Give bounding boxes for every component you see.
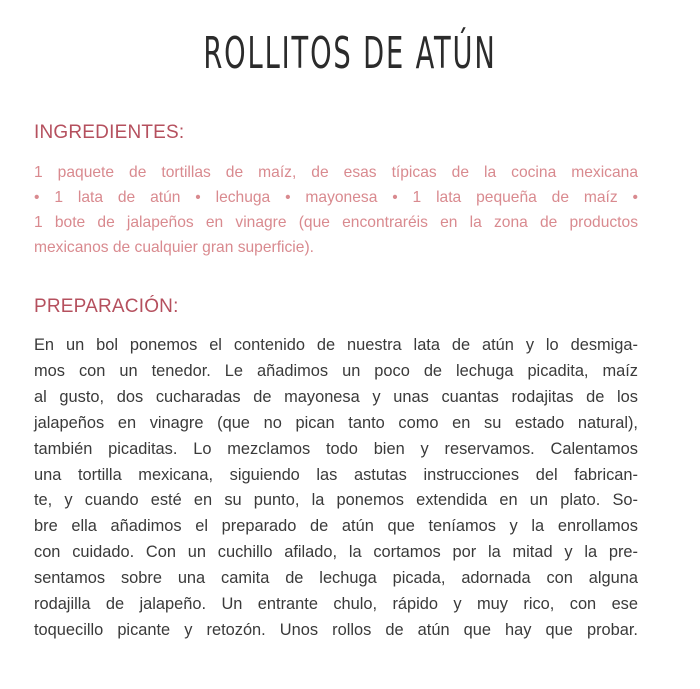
ingredients-heading: INGREDIENTES: <box>34 122 185 143</box>
preparation-line: al gusto, dos cucharadas de mayonesa y unas cuantas rodajitas de los <box>34 387 638 406</box>
preparation-line: una tortilla mexicana, siguiendo las astutas instrucciones del fabrican- <box>34 465 638 484</box>
preparation-line: rodajilla de jalapeño. Un entrante chulo, rápido y muy rico, con ese <box>34 595 638 614</box>
preparation-line: mos con un tenedor. Le añadimos un poco de lechuga picadita, maíz <box>34 361 638 380</box>
preparation-line: te, y cuando esté en su punto, la ponemos extendida en un plato. So- <box>34 491 638 510</box>
ingredients-text <box>34 160 638 260</box>
ingredients-line: 1 bote de jalapeños en vinagre (que encontraréis en la zona de productos <box>34 214 638 231</box>
preparation-line: también picaditas. Lo mezclamos todo bien y reservamos. Calentamos <box>34 439 638 458</box>
preparation-text <box>34 333 638 644</box>
recipe-title: ROLLITOS DE ATÚN <box>203 28 497 79</box>
preparation-line: con cuidado. Con un cuchillo afilado, la cortamos por la mitad y la pre- <box>34 543 638 562</box>
ingredients-line: mexicanos de cualquier gran superficie). <box>34 239 314 256</box>
preparation-line: En un bol ponemos el contenido de nuestra lata de atún y lo desmiga- <box>34 336 638 354</box>
preparation-line: bre ella añadimos el preparado de atún que teníamos y la enrollamos <box>34 517 638 536</box>
preparation-line: sentamos sobre una camita de lechuga picada, adornada con alguna <box>34 569 638 588</box>
preparation-line: jalapeños en vinagre (que no pican tanto como en su estado natural), <box>34 413 638 432</box>
preparation-line: toquecillo picante y retozón. Unos rollos de atún que hay que probar. <box>34 620 638 639</box>
ingredients-line: • 1 lata de atún • lechuga • mayonesa • 1 lata pequeña de maíz • <box>34 189 638 206</box>
preparation-heading: PREPARACIÓN: <box>34 296 179 317</box>
ingredients-line: 1 paquete de tortillas de maíz, de esas típicas de la cocina mexicana <box>34 164 638 181</box>
